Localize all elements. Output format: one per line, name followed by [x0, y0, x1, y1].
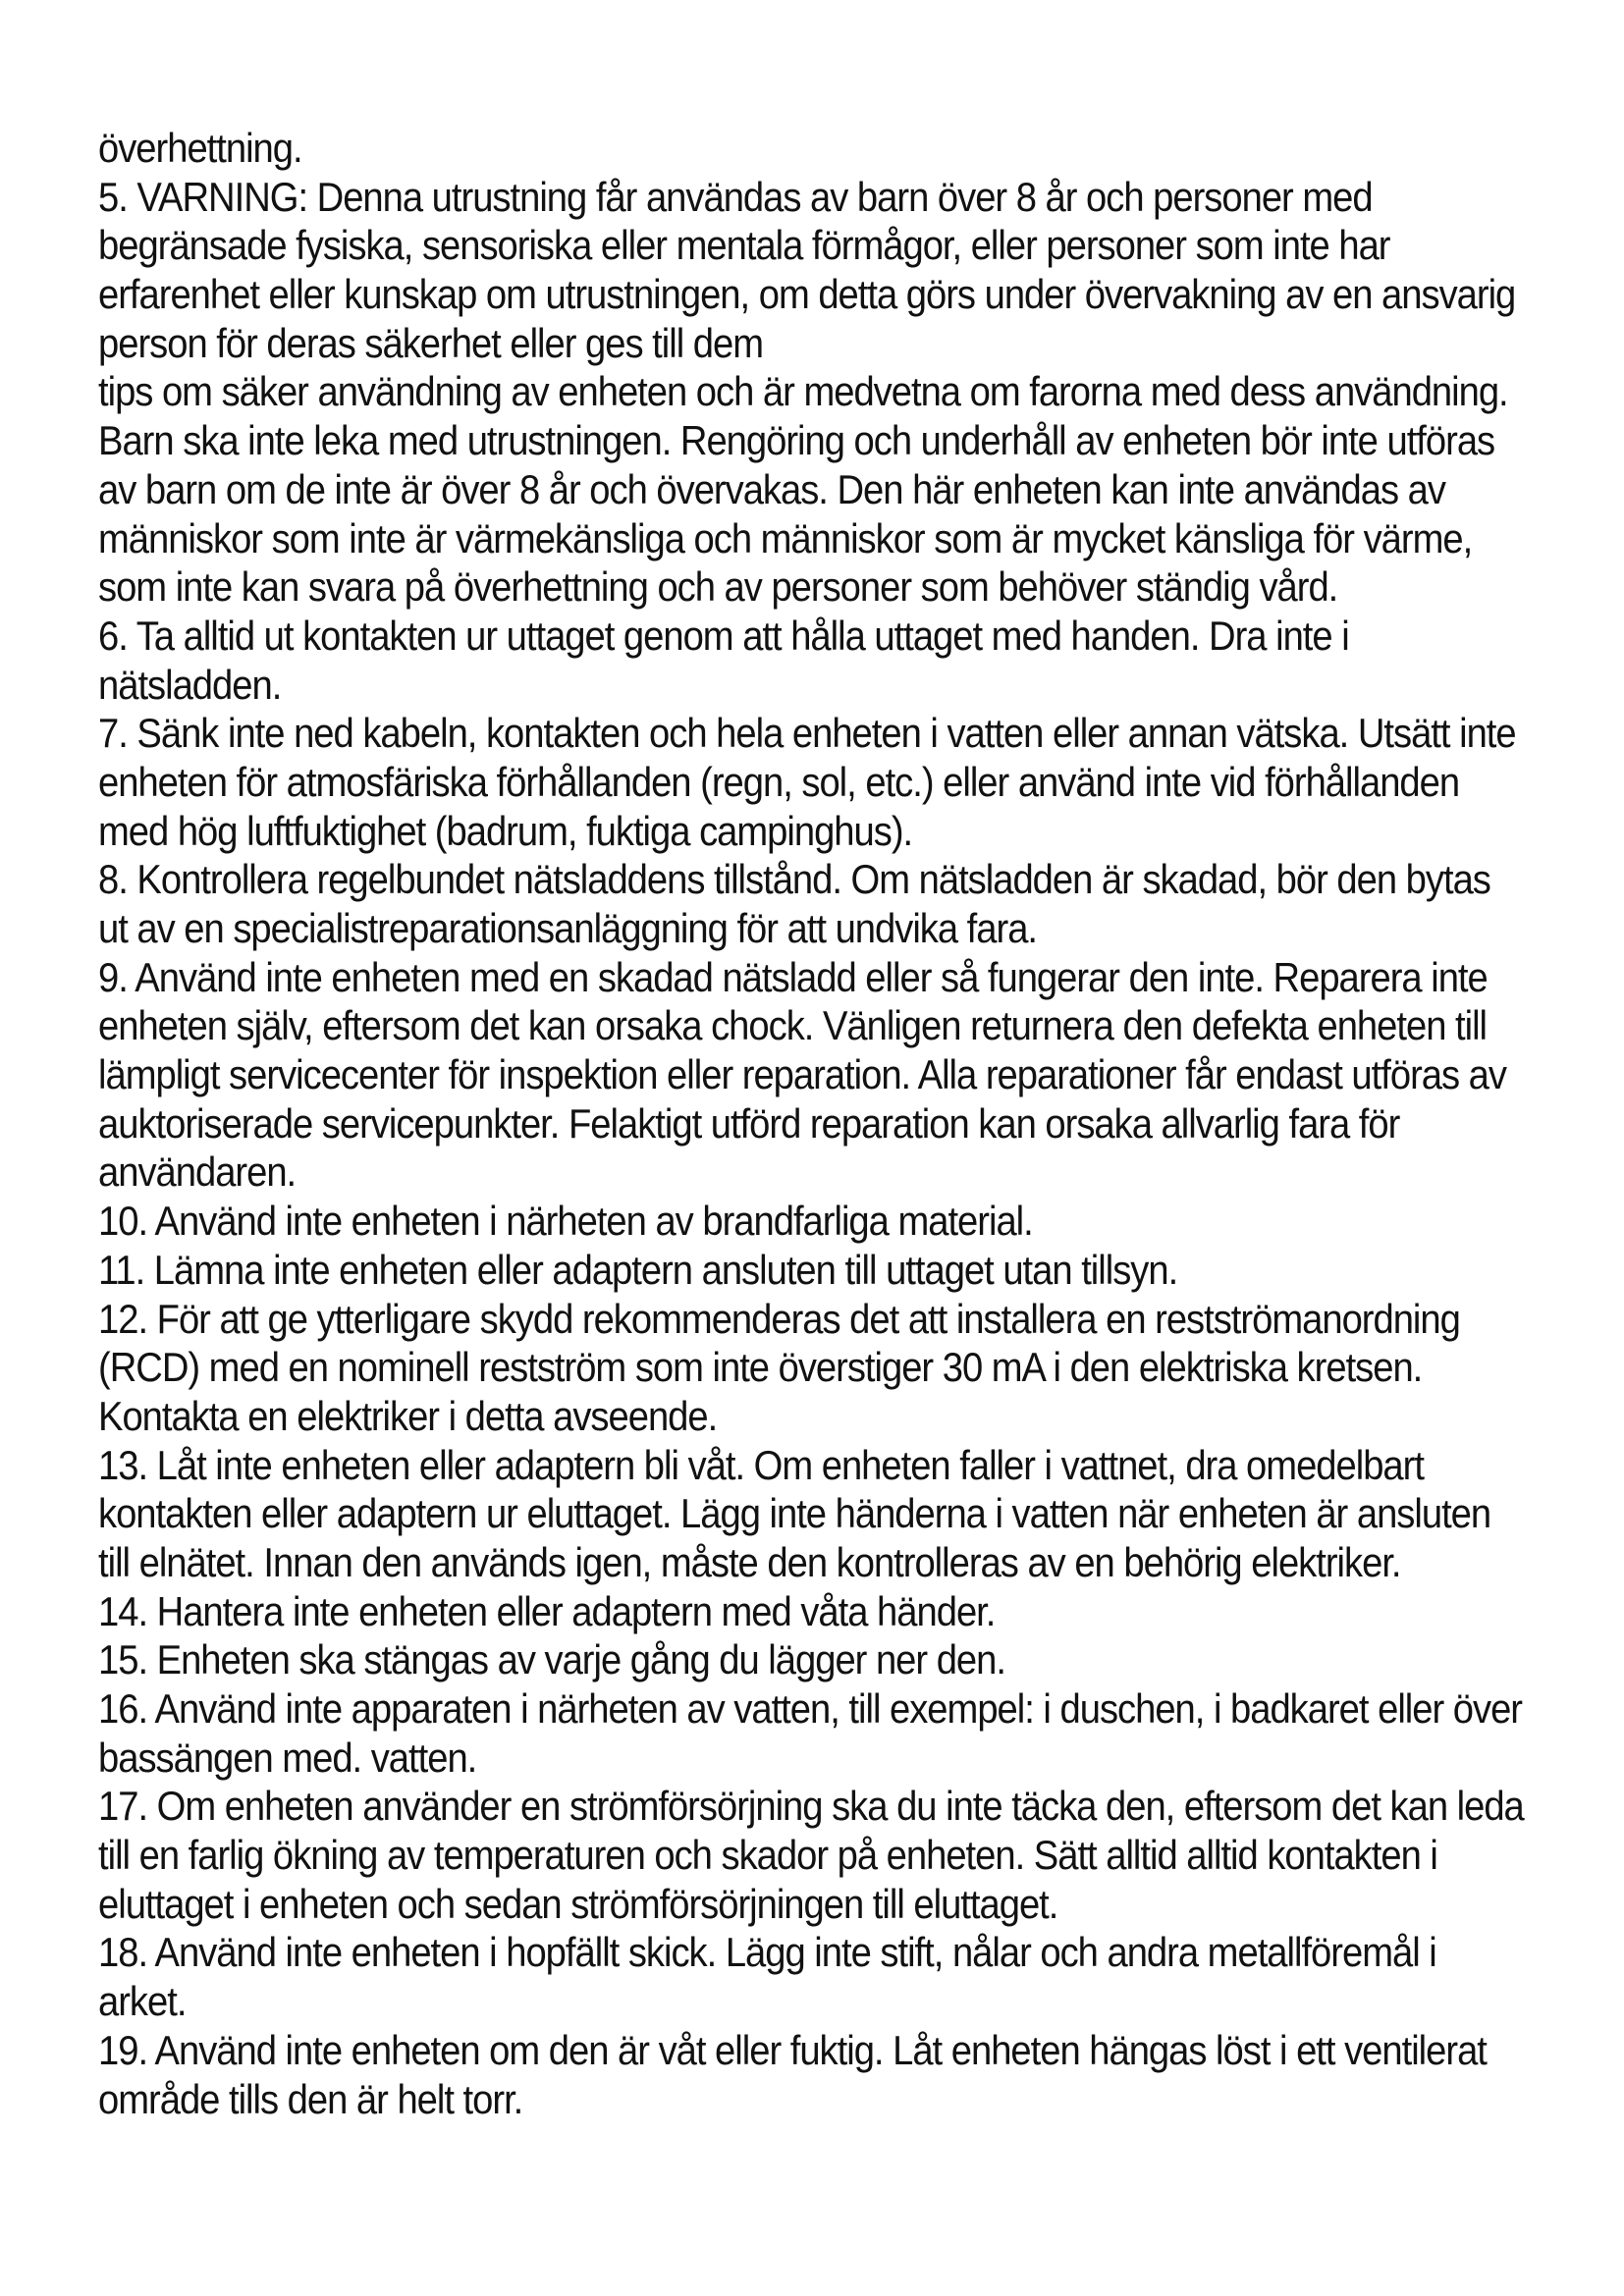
text-line: 9. Använd inte enheten med en skadad nätsladd eller så fungerar den inte. Reparera inte	[98, 953, 1488, 1000]
text-line: människor som inte är värmekänsliga och människor som är mycket känsliga för värme,	[98, 514, 1473, 561]
text-line: eluttaget i enheten och sedan strömförsörjningen till eluttaget.	[98, 1880, 1058, 1927]
text-line: med hög luftfuktighet (badrum, fuktiga campinghus).	[98, 807, 913, 854]
text-line: tips om säker användning av enheten och är medvetna om farorna med dess användning.	[98, 368, 1508, 415]
text-line: användaren.	[98, 1148, 297, 1196]
text-line: Kontakta en elektriker i detta avseende.	[98, 1392, 718, 1439]
text-line: auktoriserade servicepunkter. Felaktigt utförd reparation kan orsaka allvarlig fara för	[98, 1099, 1400, 1147]
text-line: till elnätet. Innan den används igen, måste den kontrolleras av en behörig elektriker.	[98, 1538, 1401, 1585]
text-line: till en farlig ökning av temperaturen och skador på enheten. Sätt alltid alltid kontakten i	[98, 1832, 1437, 1879]
text-line: lämpligt servicecenter för inspektion eller reparation. Alla reparationer får endast utföras av	[98, 1051, 1506, 1098]
text-line: 5. VARNING: Denna utrustning får användas av barn över 8 år och personer med	[98, 173, 1373, 220]
text-line: (RCD) med en nominell restström som inte överstiger 30 mA i den elektriska kretsen.	[98, 1344, 1423, 1391]
text-line: 15. Enheten ska stängas av varje gång du lägger ner den.	[98, 1636, 1005, 1683]
text-line: 14. Hantera inte enheten eller adaptern med våta händer.	[98, 1587, 996, 1634]
text-line: arket.	[98, 1978, 187, 2025]
text-line: 10. Använd inte enheten i närheten av brandfarliga material.	[98, 1198, 1033, 1245]
text-line: överhettning.	[98, 125, 302, 171]
text-line: 6. Ta alltid ut kontakten ur uttaget genom att hålla uttaget med handen. Dra inte i	[98, 612, 1349, 659]
text-line: 16. Använd inte apparaten i närheten av vatten, till exempel: i duschen, i badkaret eller över	[98, 1685, 1523, 1732]
text-line: bassängen med. vatten.	[98, 1734, 477, 1781]
text-line: 7. Sänk inte ned kabeln, kontakten och hela enheten i vatten eller annan vätska. Utsätt inte	[98, 710, 1516, 757]
text-line: 11. Lämna inte enheten eller adaptern ansluten till uttaget utan tillsyn.	[98, 1246, 1178, 1293]
text-line: Barn ska inte leka med utrustningen. Rengöring och underhåll av enheten bör inte utföras	[98, 417, 1495, 464]
text-line: person för deras säkerhet eller ges till dem	[98, 319, 764, 366]
text-line: 13. Låt inte enheten eller adaptern bli våt. Om enheten faller i vattnet, dra omedelbart	[98, 1441, 1424, 1488]
text-line: 17. Om enheten använder en strömförsörjning ska du inte täcka den, eftersom det kan leda	[98, 1783, 1524, 1830]
text-line: ut av en specialistreparationsanläggning för att undvika fara.	[98, 905, 1038, 951]
text-line: begränsade fysiska, sensoriska eller mentala förmågor, eller personer som inte har	[98, 222, 1390, 269]
text-line: erfarenhet eller kunskap om utrustningen, om detta görs under övervakning av en ansvarig	[98, 271, 1516, 318]
text-line: 18. Använd inte enheten i hopfällt skick. Lägg inte stift, nålar och andra metallföremål i	[98, 1929, 1436, 1976]
text-line: 12. För att ge ytterligare skydd rekommenderas det att installera en restströmanordning	[98, 1295, 1460, 1342]
text-line: som inte kan svara på överhettning och av personer som behöver ständig vård.	[98, 563, 1338, 611]
text-line: kontakten eller adaptern ur eluttaget. Lägg inte händerna i vatten när enheten är ansluten	[98, 1490, 1491, 1537]
text-line: 8. Kontrollera regelbundet nätsladdens tillstånd. Om nätsladden är skadad, bör den bytas	[98, 856, 1490, 903]
text-line: 19. Använd inte enheten om den är våt eller fuktig. Låt enheten hängas löst i ett ventilerat	[98, 2026, 1487, 2073]
text-line: nätsladden.	[98, 661, 282, 708]
text-line: av barn om de inte är över 8 år och övervakas. Den här enheten kan inte användas av	[98, 465, 1445, 512]
text-line: enheten själv, eftersom det kan orsaka chock. Vänligen returnera den defekta enheten till	[98, 1002, 1488, 1049]
text-line: enheten för atmosfäriska förhållanden (regn, sol, etc.) eller använd inte vid förhållanden	[98, 758, 1460, 805]
text-line: område tills den är helt torr.	[98, 2075, 523, 2122]
document-body	[98, 124, 1524, 2123]
